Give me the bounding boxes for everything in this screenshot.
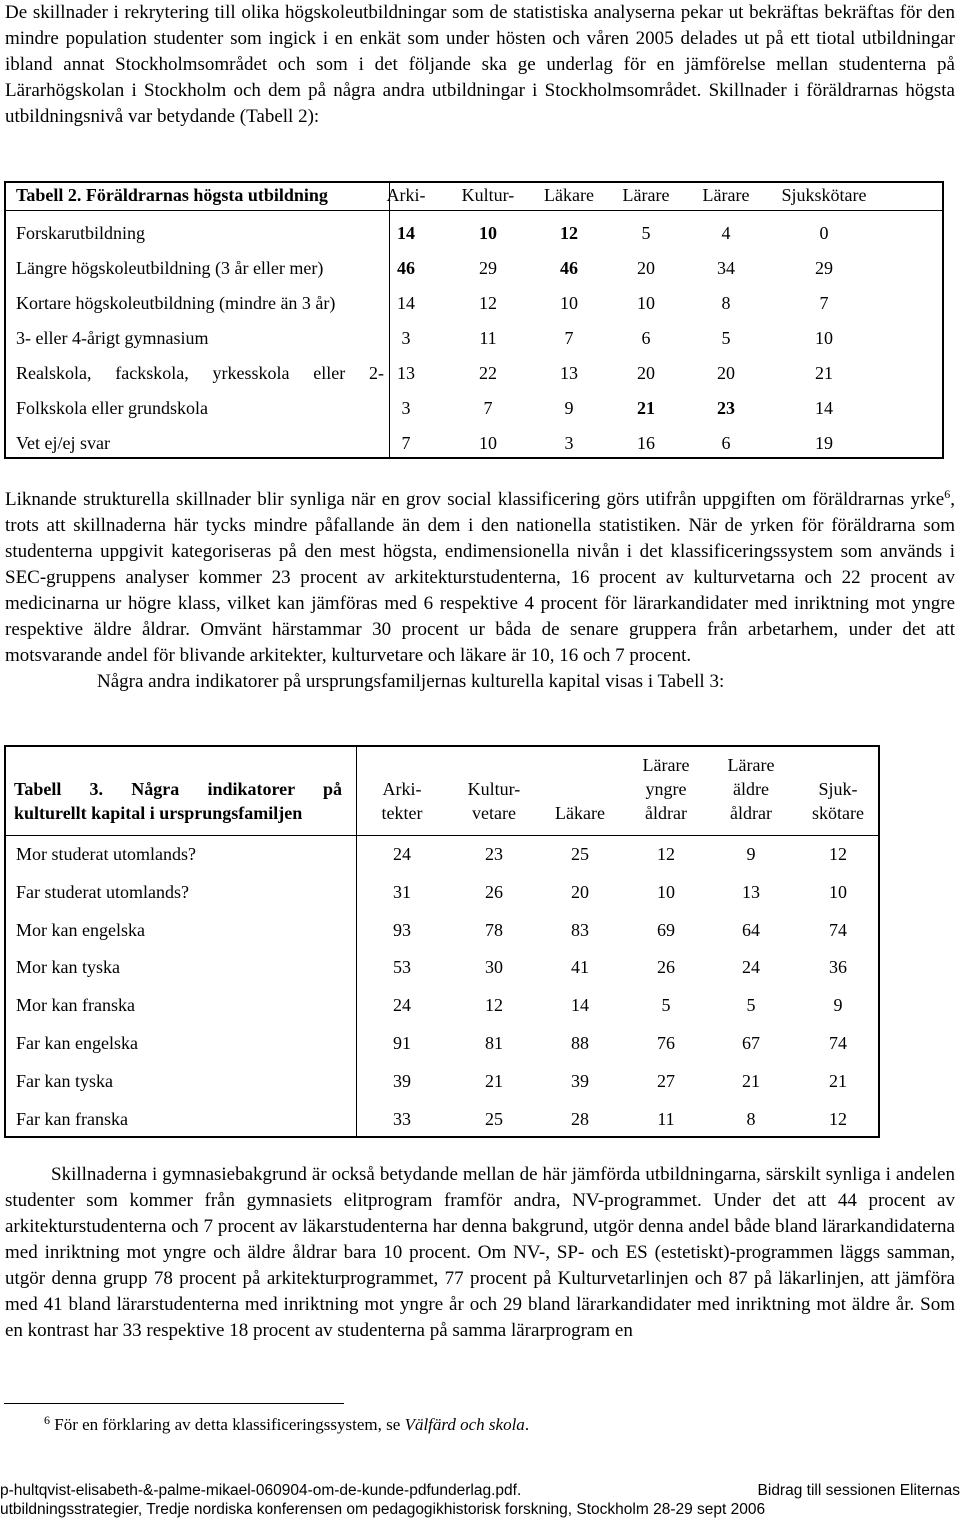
table-row <box>6 321 942 355</box>
table-2-column-header: Kultur- <box>461 185 515 205</box>
table-cell: 74 <box>829 1033 847 1053</box>
table-2-title: Tabell 2. Föräldrarnas högsta utbildning <box>16 185 328 205</box>
table-cell: 14 <box>397 223 415 243</box>
table-cell: 3 <box>401 398 411 418</box>
table-cell: 25 <box>571 844 589 864</box>
paragraph-intro: De skillnader i rekrytering till olika högskoleutbildningar som de statistiska analyserna pekar ut bekräftas bekräftas för den mindre population studenter som ingick i en enkät som under hösten och våren 2005 delades ut på ett tiotal utbildningar ibland annat Stockholmsområdet och som i det följande ska ge underlag för en jämförelse mellan studenterna på Lärarhögskolan i Stockholm och dem på några andra utbildningar i Stockholmsområdet. Skillnader i föräldrarnas högsta utbildningsnivå var betydande (Tabell 2): <box>5 2 955 127</box>
table-row-label: Mor studerat utomlands? <box>16 844 196 864</box>
table-2-column-header: Sjukskötare <box>781 185 867 205</box>
table-cell: 33 <box>393 1108 411 1129</box>
table-cell: 31 <box>393 881 411 902</box>
table-cell: 27 <box>657 1070 675 1091</box>
table-row-label: Kortare högskoleutbildning (mindre än 3 år) <box>16 293 336 313</box>
table-cell: 30 <box>485 957 503 978</box>
table-3-column-header-line: Sjuk- <box>818 779 858 799</box>
table-cell: 14 <box>815 398 833 418</box>
table-cell: 41 <box>571 957 589 978</box>
table-cell: 10 <box>479 433 497 453</box>
table-cell: 34 <box>717 258 735 278</box>
table-2 <box>4 181 944 459</box>
footer-session: Bidrag till sessionen Eliternas <box>757 1482 960 1499</box>
table-cell: 21 <box>815 363 833 383</box>
table-row-label: Far kan tyska <box>16 1070 113 1091</box>
table-cell: 7 <box>819 293 829 313</box>
table-cell: 21 <box>485 1070 503 1091</box>
table-3-column-header <box>357 753 447 825</box>
table-cell: 6 <box>721 433 731 453</box>
table-3-column-header <box>449 753 539 825</box>
table-2-column-header: Lärare <box>622 185 670 205</box>
table-3-column-header <box>621 753 711 825</box>
table-cell: 13 <box>742 881 760 902</box>
table-3-column-header-line: Lärare <box>642 755 690 775</box>
table-cell: 9 <box>746 844 756 864</box>
table-cell: 24 <box>742 957 760 978</box>
table-cell: 12 <box>479 293 497 313</box>
table-3-column-header-line <box>449 753 539 777</box>
table-row <box>6 988 878 1022</box>
table-cell: 0 <box>819 223 829 243</box>
table-cell: 16 <box>637 433 655 453</box>
table-cell: 91 <box>393 1033 411 1053</box>
table-cell: 10 <box>479 223 497 243</box>
table-3-column-header-line: åldrar <box>730 803 772 823</box>
footnote-rule <box>4 1403 344 1404</box>
table-row <box>6 837 878 871</box>
table-cell: 22 <box>479 363 497 383</box>
table-row-label: Realskola, fackskola, yrkesskola eller 2- <box>16 363 384 383</box>
table-cell: 6 <box>641 328 651 348</box>
table-3-title-line1: Tabell 3. Några indikatorer på <box>14 779 342 799</box>
table-row <box>6 875 878 909</box>
table-row-label: Längre högskoleutbildning (3 år eller mer) <box>16 258 324 278</box>
table-3-column-header-line: vetare <box>472 803 516 823</box>
table-cell: 20 <box>637 363 655 383</box>
table-row-label: 3- eller 4-årigt gymnasium <box>16 328 209 348</box>
table-row-label: Forskarutbildning <box>16 223 145 243</box>
table-cell: 12 <box>829 844 847 864</box>
table-2-column-header: Lärare <box>702 185 750 205</box>
table-row <box>6 1064 878 1098</box>
table-cell: 5 <box>721 328 731 348</box>
table-cell: 29 <box>815 258 833 278</box>
page-footer <box>0 1481 960 1519</box>
table-cell: 46 <box>560 258 578 278</box>
table-cell: 4 <box>721 223 731 243</box>
table-cell: 12 <box>560 223 578 243</box>
table-cell: 14 <box>571 995 589 1016</box>
table-row <box>6 286 942 320</box>
footnote-number: 6 <box>44 1413 50 1427</box>
table-row-label: Mor kan tyska <box>16 957 120 978</box>
table-cell: 13 <box>397 363 415 383</box>
table-cell: 26 <box>485 881 503 902</box>
table-cell: 3 <box>564 433 574 453</box>
table-3-column-header-line: Arki- <box>382 779 422 799</box>
table-cell: 10 <box>829 881 847 902</box>
table-cell: 20 <box>637 258 655 278</box>
table-cell: 24 <box>393 995 411 1016</box>
table-row <box>6 356 942 390</box>
table-cell: 7 <box>483 398 493 418</box>
table-cell: 5 <box>746 995 756 1016</box>
paragraph-social-class <box>5 487 955 695</box>
table-cell: 81 <box>485 1033 503 1053</box>
table-row <box>6 950 878 984</box>
table-row <box>6 391 942 425</box>
table-cell: 39 <box>393 1070 411 1091</box>
table-cell: 8 <box>746 1108 756 1129</box>
table-cell: 10 <box>657 881 675 902</box>
footnote-text: För en förklaring av detta klassificeringssystem, se <box>54 1415 405 1434</box>
footer-filename: p-hultqvist-elisabeth-&-palme-mikael-060904-om-de-kunde-pdfunderlag.pdf. <box>0 1482 522 1499</box>
table-3-column-header-line: Läkare <box>555 803 605 823</box>
table-cell: 76 <box>657 1033 675 1053</box>
table-2-column-header: Arki- <box>386 185 426 205</box>
table-cell: 7 <box>564 328 574 348</box>
table-cell: 12 <box>829 1108 847 1129</box>
table-cell: 19 <box>815 433 833 453</box>
table-3-column-header-line: tekter <box>381 803 423 823</box>
footnote-italic: Välfärd och skola <box>404 1415 525 1434</box>
table-3-title-line2: kulturellt kapital i ursprungsfamiljen <box>14 803 303 823</box>
table-cell: 24 <box>393 844 411 864</box>
table-3-column-header <box>793 753 883 825</box>
table-3-column-header-line <box>357 753 447 777</box>
table-3-column-header-line: åldrar <box>645 803 687 823</box>
table-row-label: Folkskola eller grundskola <box>16 398 208 418</box>
table-3-column-header-line: yngre <box>645 779 687 799</box>
table-cell: 20 <box>571 881 589 902</box>
table-cell: 14 <box>397 293 415 313</box>
table-2-column-header: Läkare <box>544 185 594 205</box>
paragraph-table3-intro: Några andra indikatorer på ursprungsfamiljernas kulturella kapital visas i Tabell 3: <box>97 671 725 692</box>
table-cell: 23 <box>717 398 735 418</box>
table-cell: 23 <box>485 844 503 864</box>
table-cell: 11 <box>479 328 497 348</box>
table-cell: 67 <box>742 1033 760 1053</box>
table-3-column-header-line <box>793 753 883 777</box>
table-cell: 9 <box>833 995 843 1016</box>
table-row <box>6 1026 878 1060</box>
table-cell: 20 <box>717 363 735 383</box>
table-3-column-header <box>706 753 796 825</box>
table-cell: 26 <box>657 957 675 978</box>
table-cell: 8 <box>721 293 731 313</box>
paragraph-gymnasium <box>5 1162 955 1344</box>
table-3 <box>4 745 880 1138</box>
paragraph-gymnasium-text: Skillnaderna i gymnasiebakgrund är också betydande mellan de här jämförda utbildningarna, särskilt synliga i andelen studenter som kommer från gymnasiets elitprogram framför andra, NV-programmet. Under det att 44 procent av arkitekturstudenterna och 7 procent av läkarstudenterna har denna bakgrund, utgör denna andel både bland lärarkandidaterna med inriktning mot yngre och äldre åldrar bara 10 procent. Om NV-, SP- och ES (estetiskt)-programmen läggs samman, utgör denna grupp 78 procent på arkitekturprogrammet, 77 procent på Kulturvetarlinjen och 87 på läkarlinjen, att jämföra med 41 bland lärarstudenterna med inriktning mot yngre år och 29 bland lärarkandidater med inriktning mot äldre år. Som en kontrast har 33 respektive 18 procent av studenterna på samma lärarprogram en <box>5 1164 955 1341</box>
table-cell: 5 <box>661 995 671 1016</box>
table-row-label: Far kan franska <box>16 1108 128 1129</box>
table-3-header-rule <box>6 835 878 836</box>
table-3-column-header-line <box>535 753 625 777</box>
table-row <box>6 1102 878 1136</box>
footer-conference: utbildningsstrategier, Tredje nordiska konferensen om pedagogikhistorisk forskning, Stockholm 28-29 sept 2006 <box>0 1501 766 1518</box>
table-cell: 88 <box>571 1033 589 1053</box>
table-cell: 69 <box>657 919 675 940</box>
table-cell: 25 <box>485 1108 503 1129</box>
table-3-column-header-line: skötare <box>812 803 864 823</box>
table-cell: 21 <box>637 398 655 418</box>
table-cell: 5 <box>641 223 651 243</box>
table-cell: 83 <box>571 919 589 940</box>
table-row-label: Mor kan franska <box>16 995 135 1016</box>
table-cell: 13 <box>560 363 578 383</box>
table-3-title <box>14 777 342 825</box>
table-cell: 64 <box>742 919 760 940</box>
table-2-header-row <box>6 183 942 217</box>
table-row-label: Far studerat utomlands? <box>16 881 189 902</box>
table-row-label: Far kan engelska <box>16 1033 138 1053</box>
table-row <box>6 251 942 285</box>
table-cell: 21 <box>829 1070 847 1091</box>
table-cell: 9 <box>564 398 574 418</box>
table-cell: 53 <box>393 957 411 978</box>
footnote-ref: 6 <box>944 487 951 501</box>
table-cell: 10 <box>815 328 833 348</box>
table-3-column-header-line: Kultur- <box>467 779 521 799</box>
table-3-column-header-line: Lärare <box>727 755 775 775</box>
table-cell: 93 <box>393 919 411 940</box>
table-cell: 3 <box>401 328 411 348</box>
table-cell: 10 <box>637 293 655 313</box>
table-cell: 29 <box>479 258 497 278</box>
table-cell: 36 <box>829 957 847 978</box>
table-row-label: Mor kan engelska <box>16 919 145 940</box>
table-cell: 12 <box>657 844 675 864</box>
table-cell: 39 <box>571 1070 589 1091</box>
table-cell: 10 <box>560 293 578 313</box>
table-cell: 74 <box>829 919 847 940</box>
table-row <box>6 216 942 250</box>
paragraph-social-class-part1: Liknande strukturella skillnader blir synliga när en grov social klassificering görs utifrån uppgiften om föräldrarnas yrke <box>5 489 945 510</box>
footnote-end: . <box>524 1415 530 1434</box>
table-cell: 46 <box>397 258 415 278</box>
table-cell: 78 <box>485 919 503 940</box>
table-cell: 28 <box>571 1108 589 1129</box>
table-row <box>6 913 878 947</box>
table-cell: 7 <box>401 433 411 453</box>
table-cell: 12 <box>485 995 503 1016</box>
table-cell: 21 <box>742 1070 760 1091</box>
table-row-label: Vet ej/ej svar <box>16 433 110 453</box>
table-row <box>6 426 942 460</box>
table-3-column-header-line <box>535 777 625 801</box>
table-3-column-header <box>535 753 625 825</box>
table-3-column-header-line: äldre <box>733 779 769 799</box>
paragraph-social-class-part2: , trots att skillnaderna här tycks mindre påfallande än dem i den nationella statistiken. När de yrken för föräldrarna som studenterna uppgivit kategoriseras på den mest högsta, endimensionella nivån i det klassificeringssystem som används i SEC-gruppens analyser kommer 23 procent av arkitekturstudenterna, 16 procent av kulturvetarna och 22 procent av medicinarna ur högre klass, vilket kan jämföras med 6 respektive 4 procent för lärarkandidater med inriktning mot yngre respektive äldre åldrar. Omvänt härstammar 30 procent ur båda de senare gruppera från arbetarhem, under det att motsvarande andel för blivande arkitekter, kulturvetare och läkare är 10, 16 och 7 procent. <box>5 489 955 666</box>
footnote <box>44 1413 529 1437</box>
table-cell: 11 <box>657 1108 675 1129</box>
